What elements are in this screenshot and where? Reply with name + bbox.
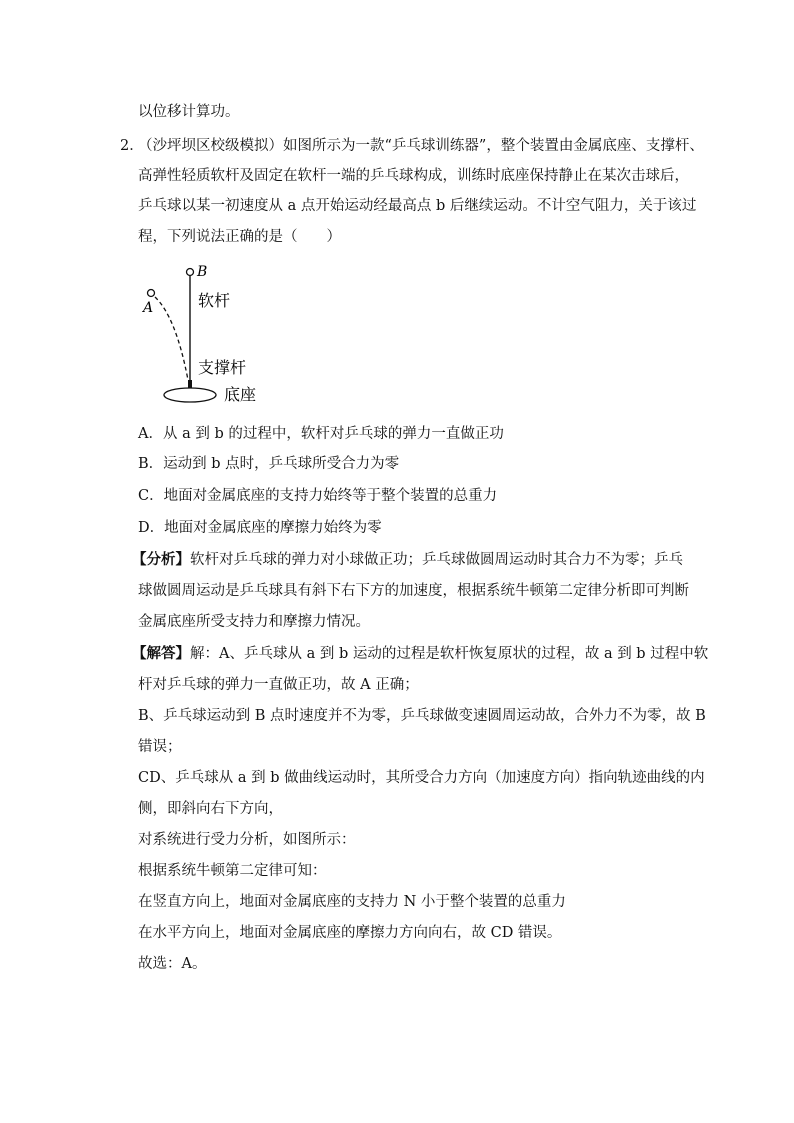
ball-a-icon	[148, 290, 155, 297]
solution-line-7: 对系统进行受力分析，如图所示：	[138, 832, 356, 848]
analysis-line-1	[132, 550, 683, 570]
label-support-rod: 支撑杆	[198, 358, 247, 377]
solution-line-9: 在竖直方向上，地面对金属底座的支持力 N 小于整个装置的总重力	[138, 894, 566, 910]
analysis-line-3: 金属底座所受支持力和摩擦力情况。	[138, 614, 370, 630]
option-c: C．地面对金属底座的支持力始终等于整个装置的总重力	[138, 488, 498, 504]
label-soft-rod: 软杆	[198, 291, 231, 310]
solution-line-10: 在水平方向上，地面对金属底座的摩擦力方向向右，故 CD 错误。	[138, 925, 562, 941]
solution-line-5: CD、乒乓球从 a 到 b 做曲线运动时，其所受合力方向（加速度方向）指向轨迹曲线的内	[138, 770, 705, 786]
device-diagram	[138, 262, 268, 412]
training-device-figure	[138, 262, 268, 412]
option-d: D．地面对金属底座的摩擦力始终为零	[138, 520, 382, 536]
label-b: B	[197, 264, 208, 280]
solution-line-4: 错误；	[138, 739, 182, 755]
option-a: A．从 a 到 b 的过程中，软杆对乒乓球的弹力一直做正功	[138, 426, 504, 442]
analysis-line-2: 球做圆周运动是乒乓球具有斜下右下方的加速度，根据系统牛顿第二定律分析即可判断	[138, 583, 689, 599]
question-stem-line-1: （沙坪坝区校级模拟）如图所示为一款“乒乓球训练器”，整个装置由金属底座、支撑杆、	[138, 138, 704, 154]
solution-line-6: 侧，即斜向右下方向，	[138, 801, 283, 817]
ball-b-icon	[187, 269, 194, 276]
question-stem-line-3: 乒乓球以某一初速度从 a 点开始运动经最高点 b 后继续运动。不计空气阻力，关于该过	[138, 198, 697, 214]
question-stem-line-4: 程，下列说法正确的是（ ）	[138, 229, 341, 245]
analysis-tag: 【分析】	[132, 551, 190, 568]
solution-tag: 【解答】	[132, 645, 190, 662]
trajectory-dashed-curve	[155, 297, 188, 380]
prev-answer-tail: 以位移计算功。	[138, 104, 240, 120]
label-a: A	[143, 300, 154, 316]
option-b: B．运动到 b 点时，乒乓球所受合力为零	[138, 456, 400, 472]
analysis-text-1: 软杆对乒乓球的弹力对小球做正功；乒乓球做圆周运动时其合力不为零；乒乓	[190, 552, 683, 568]
base-ellipse	[164, 388, 216, 402]
solution-line-8: 根据系统牛顿第二定律可知：	[138, 863, 327, 879]
solution-text-1: 解：A、乒乓球从 a 到 b 运动的过程是软杆恢复原状的过程，故 a 到 b 过程中软	[190, 646, 709, 662]
solution-line-1	[132, 644, 708, 664]
question-stem-line-2: 高弹性轻质软杆及固定在软杆一端的乒乓球构成，训练时底座保持静止在某次击球后，	[138, 168, 689, 184]
solution-line-3: B、乒乓球运动到 B 点时速度并不为零，乒乓球做变速圆周运动故，合外力不为零，故 B	[138, 708, 706, 724]
label-base: 底座	[224, 385, 257, 404]
solution-line-2: 杆对乒乓球的弹力一直做正功，故 A 正确；	[138, 677, 419, 693]
question-number: 2．	[120, 138, 144, 154]
solution-line-11: 故选：A。	[138, 956, 207, 972]
